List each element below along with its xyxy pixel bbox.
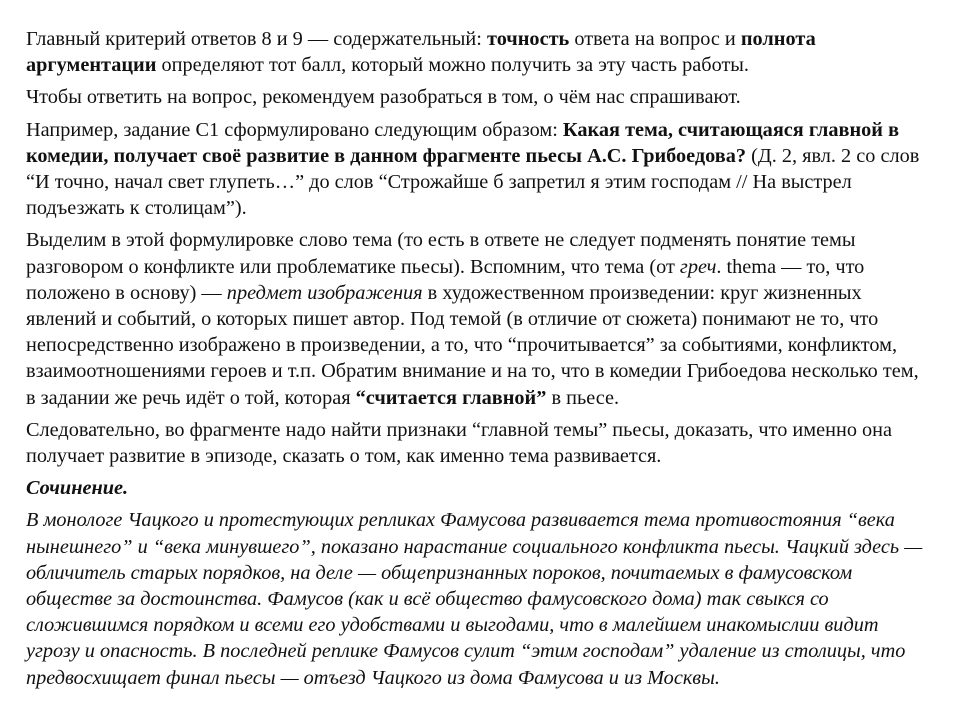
text-run: ответа на вопрос и [569, 28, 741, 50]
text-run: точность [487, 28, 570, 50]
paragraph-advice [26, 84, 926, 110]
text-run: греч [679, 255, 717, 278]
paragraph-criterion [26, 26, 926, 78]
text-run: Главный критерий ответов 8 и 9 — содержательный: [26, 28, 487, 50]
document-page [26, 26, 926, 697]
text-run: Сочинение. [26, 477, 129, 500]
essay-heading [26, 475, 926, 501]
text-run: полнота аргументации [26, 28, 816, 77]
text-run: Следовательно, во фрагменте надо найти признаки “главной темы” пьесы, доказать, что именно она получает развитие в эпизоде, сказать о том, как именно тема развивается. [26, 418, 893, 468]
paragraph-example-task [26, 117, 926, 222]
text-run: предмет изображения [226, 281, 423, 304]
text-run: в пьесе. [546, 386, 620, 409]
text-run: в художественном произведении: круг жизненных явлений и событий, о которых пишет автор. Под темой (в отличие от сюжета) понимают не то, что непосредственно изображено в произведении, а то, что “прочитывается” за событиями, конфликтом, взаимоотношениями героев и т.п. Обратим внимание и на то, что в комедии Грибоедова несколько тем, в задании же речь идёт о той, которая [26, 281, 919, 409]
essay-text [26, 507, 926, 690]
text-run: Например, задание С1 сформулировано следующим образом: [26, 118, 563, 141]
text-run: (Д. 2, явл. 2 со слов “И точно, начал свет глупеть…” до слов “Строжайше б запретил я этим господам // На выстрел подъезжать к столицам”). [26, 144, 920, 220]
text-run: “считается главной” [355, 386, 547, 409]
text-run: . thema — то, что положено в основу) — [26, 255, 865, 304]
text-run: определяют тот балл, который можно получить за эту часть работы. [156, 54, 750, 77]
paragraph-conclusion [26, 417, 926, 469]
text-run: Чтобы ответить на вопрос, рекомендуем разобраться в том, о чём нас спрашивают. [26, 86, 741, 109]
text-run: Какая тема, считающаяся главной в комедии, получает своё развитие в данном фрагменте пьесы А.С. Грибоедова? [26, 118, 900, 167]
text-run: В монологе Чацкого и протестующих репликах Фамусова развивается тема противостояния “века нынешнего” и “века минувшего”, показано нарастание социального конфликта пьесы. Чацкий здесь — обличитель старых порядков, на деле — общепризнанных пороков, почитаемых в фамусовском обществе за достоинства. Фамусов (как и всё общество фамусовского дома) так свыкся со сложившимся порядком и всеми его удобствами и выгодами, что в малейшем инакомыслии видит угрозу и опасность. В последней реплике Фамусов сулит “этим господам” удаление из столицы, что предвосхищает финал пьесы — отъезд Чацкого из дома Фамусова и из Москвы. [26, 509, 923, 689]
paragraph-theme-definition [26, 227, 926, 410]
text-run: Выделим в этой формулировке слово тема (то есть в ответе не следует подменять понятие темы разговором о конфликте или проблематике пьесы). Вспомним, что тема (от [26, 229, 856, 278]
